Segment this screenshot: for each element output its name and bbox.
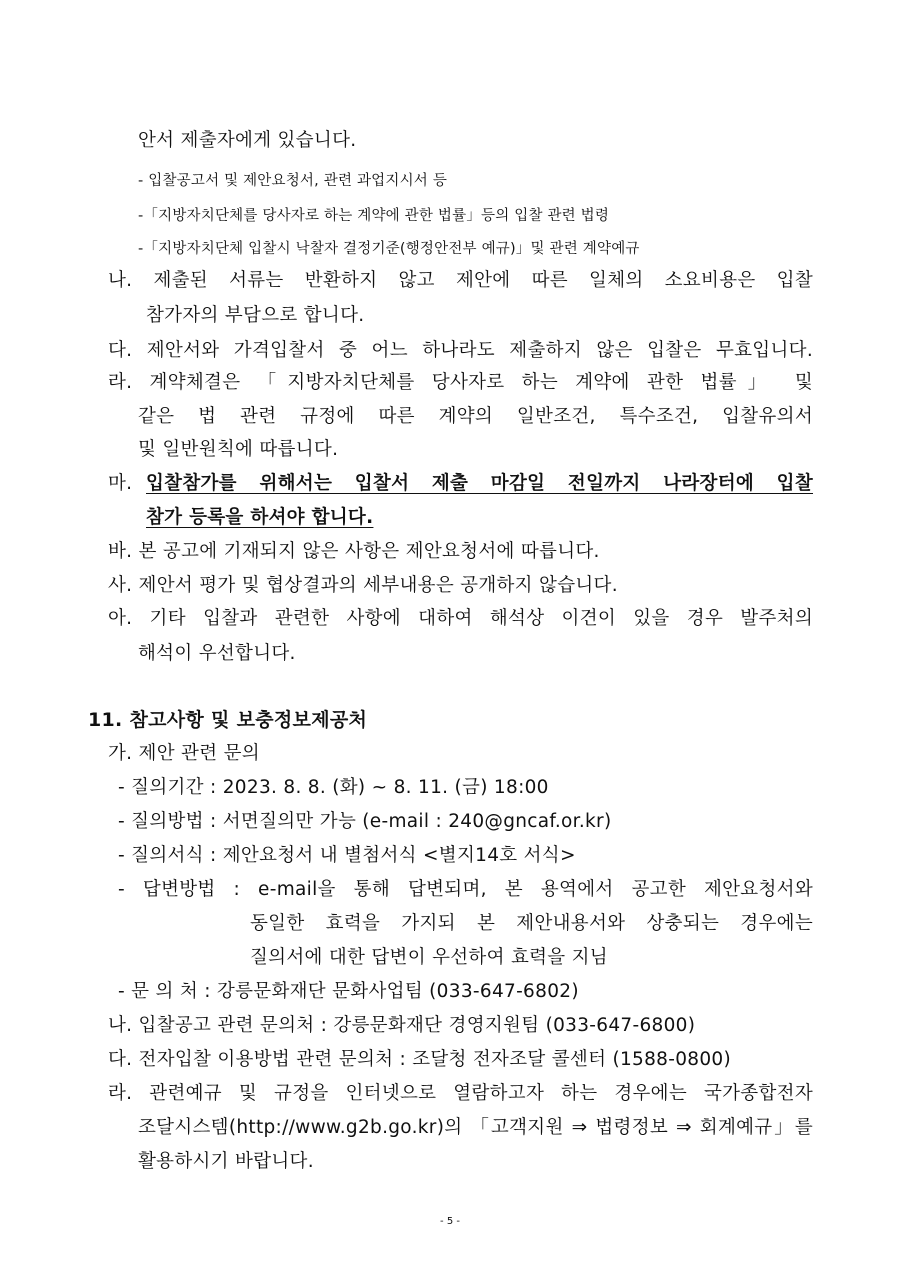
paragraph-line: 사. 제안서 평가 및 협상결과의 세부내용은 공개하지 않습니다. bbox=[108, 575, 618, 596]
paragraph-line: 참가자의 부담으로 합니다. bbox=[146, 305, 365, 326]
list-item: - 문 의 처 : 강릉문화재단 문화사업팀 (033-647-6802) bbox=[118, 981, 579, 1002]
paragraph-line: 활용하시기 바랍니다. bbox=[138, 1151, 314, 1172]
paragraph-line: 조달시스템(http://www.g2b.go.kr)의 「고객지원 ⇒ 법령정보 ⇒ 회계예규」를 bbox=[138, 1117, 813, 1138]
list-item: - 질의서식 : 제안요청서 내 별첨서식 <별지14호 서식> bbox=[118, 845, 576, 866]
list-item: - 답변방법 : e-mail을 통해 답변되며, 본 용역에서 공고한 제안요청서와 bbox=[118, 879, 813, 900]
list-item: - 질의방법 : 서면질의만 가능 (e-mail : 240@gncaf.or.kr) bbox=[118, 811, 612, 832]
paragraph-line: 라. 관련예규 및 규정을 인터넷으로 열람하고자 하는 경우에는 국가종합전자 bbox=[108, 1083, 813, 1104]
paragraph-line: 라. 계약체결은 「지방자치단체를 당사자로 하는 계약에 관한 법률」 및 bbox=[108, 372, 813, 393]
emphasized-notice: 입찰참가를 위해서는 입찰서 제출 마감일 전일까지 나라장터에 입찰 bbox=[146, 473, 813, 494]
list-item-continuation: 동일한 효력을 가지되 본 제안내용서와 상충되는 경우에는 bbox=[250, 913, 813, 934]
paragraph-line: 다. 전자입찰 이용방법 관련 문의처 : 조달청 전자조달 콜센터 (1588-0800) bbox=[108, 1049, 732, 1070]
item-label: 마. bbox=[108, 473, 133, 494]
paragraph-line: 해석이 우선합니다. bbox=[138, 643, 296, 664]
list-item-continuation: 질의서에 대한 답변이 우선하여 효력을 지님 bbox=[250, 947, 608, 968]
paragraph-line: 안서 제출자에게 있습니다. bbox=[138, 130, 357, 151]
paragraph-line: 및 일반원칙에 따릅니다. bbox=[138, 439, 339, 460]
paragraph-line: 바. 본 공고에 기재되지 않은 사항은 제안요청서에 따릅니다. bbox=[108, 541, 600, 562]
paragraph-line: 다. 제안서와 가격입찰서 중 어느 하나라도 제출하지 않은 입찰은 무효입니다. bbox=[108, 340, 813, 361]
emphasized-notice: 참가 등록을 하셔야 합니다. bbox=[146, 507, 374, 528]
section-heading: 11. 참고사항 및 보충정보제공처 bbox=[88, 709, 368, 731]
list-item: -「지방자치단체 입찰시 낙찰자 결정기준(행정안전부 예규)」및 관련 계약예규 bbox=[138, 241, 640, 257]
list-item: - 입찰공고서 및 제안요청서, 관련 과업지시서 등 bbox=[138, 173, 448, 189]
paragraph-line: 나. 제출된 서류는 반환하지 않고 제안에 따른 일체의 소요비용은 입찰 bbox=[108, 270, 813, 291]
paragraph-line: 아. 기타 입찰과 관련한 사항에 대하여 해석상 이견이 있을 경우 발주처의 bbox=[108, 608, 813, 629]
paragraph-line: 가. 제안 관련 문의 bbox=[108, 743, 260, 764]
paragraph-line: 같은 법 관련 규정에 따른 계약의 일반조건, 특수조건, 입찰유의서 bbox=[138, 406, 813, 427]
page-number: - 5 - bbox=[440, 1216, 460, 1227]
list-item: - 질의기간 : 2023. 8. 8. (화) ~ 8. 11. (금) 18:00 bbox=[118, 777, 549, 798]
list-item: -「지방자치단체를 당사자로 하는 계약에 관한 법률」등의 입찰 관련 법령 bbox=[138, 208, 610, 224]
paragraph-line: 나. 입찰공고 관련 문의처 : 강릉문화재단 경영지원팀 (033-647-6800) bbox=[108, 1015, 696, 1036]
